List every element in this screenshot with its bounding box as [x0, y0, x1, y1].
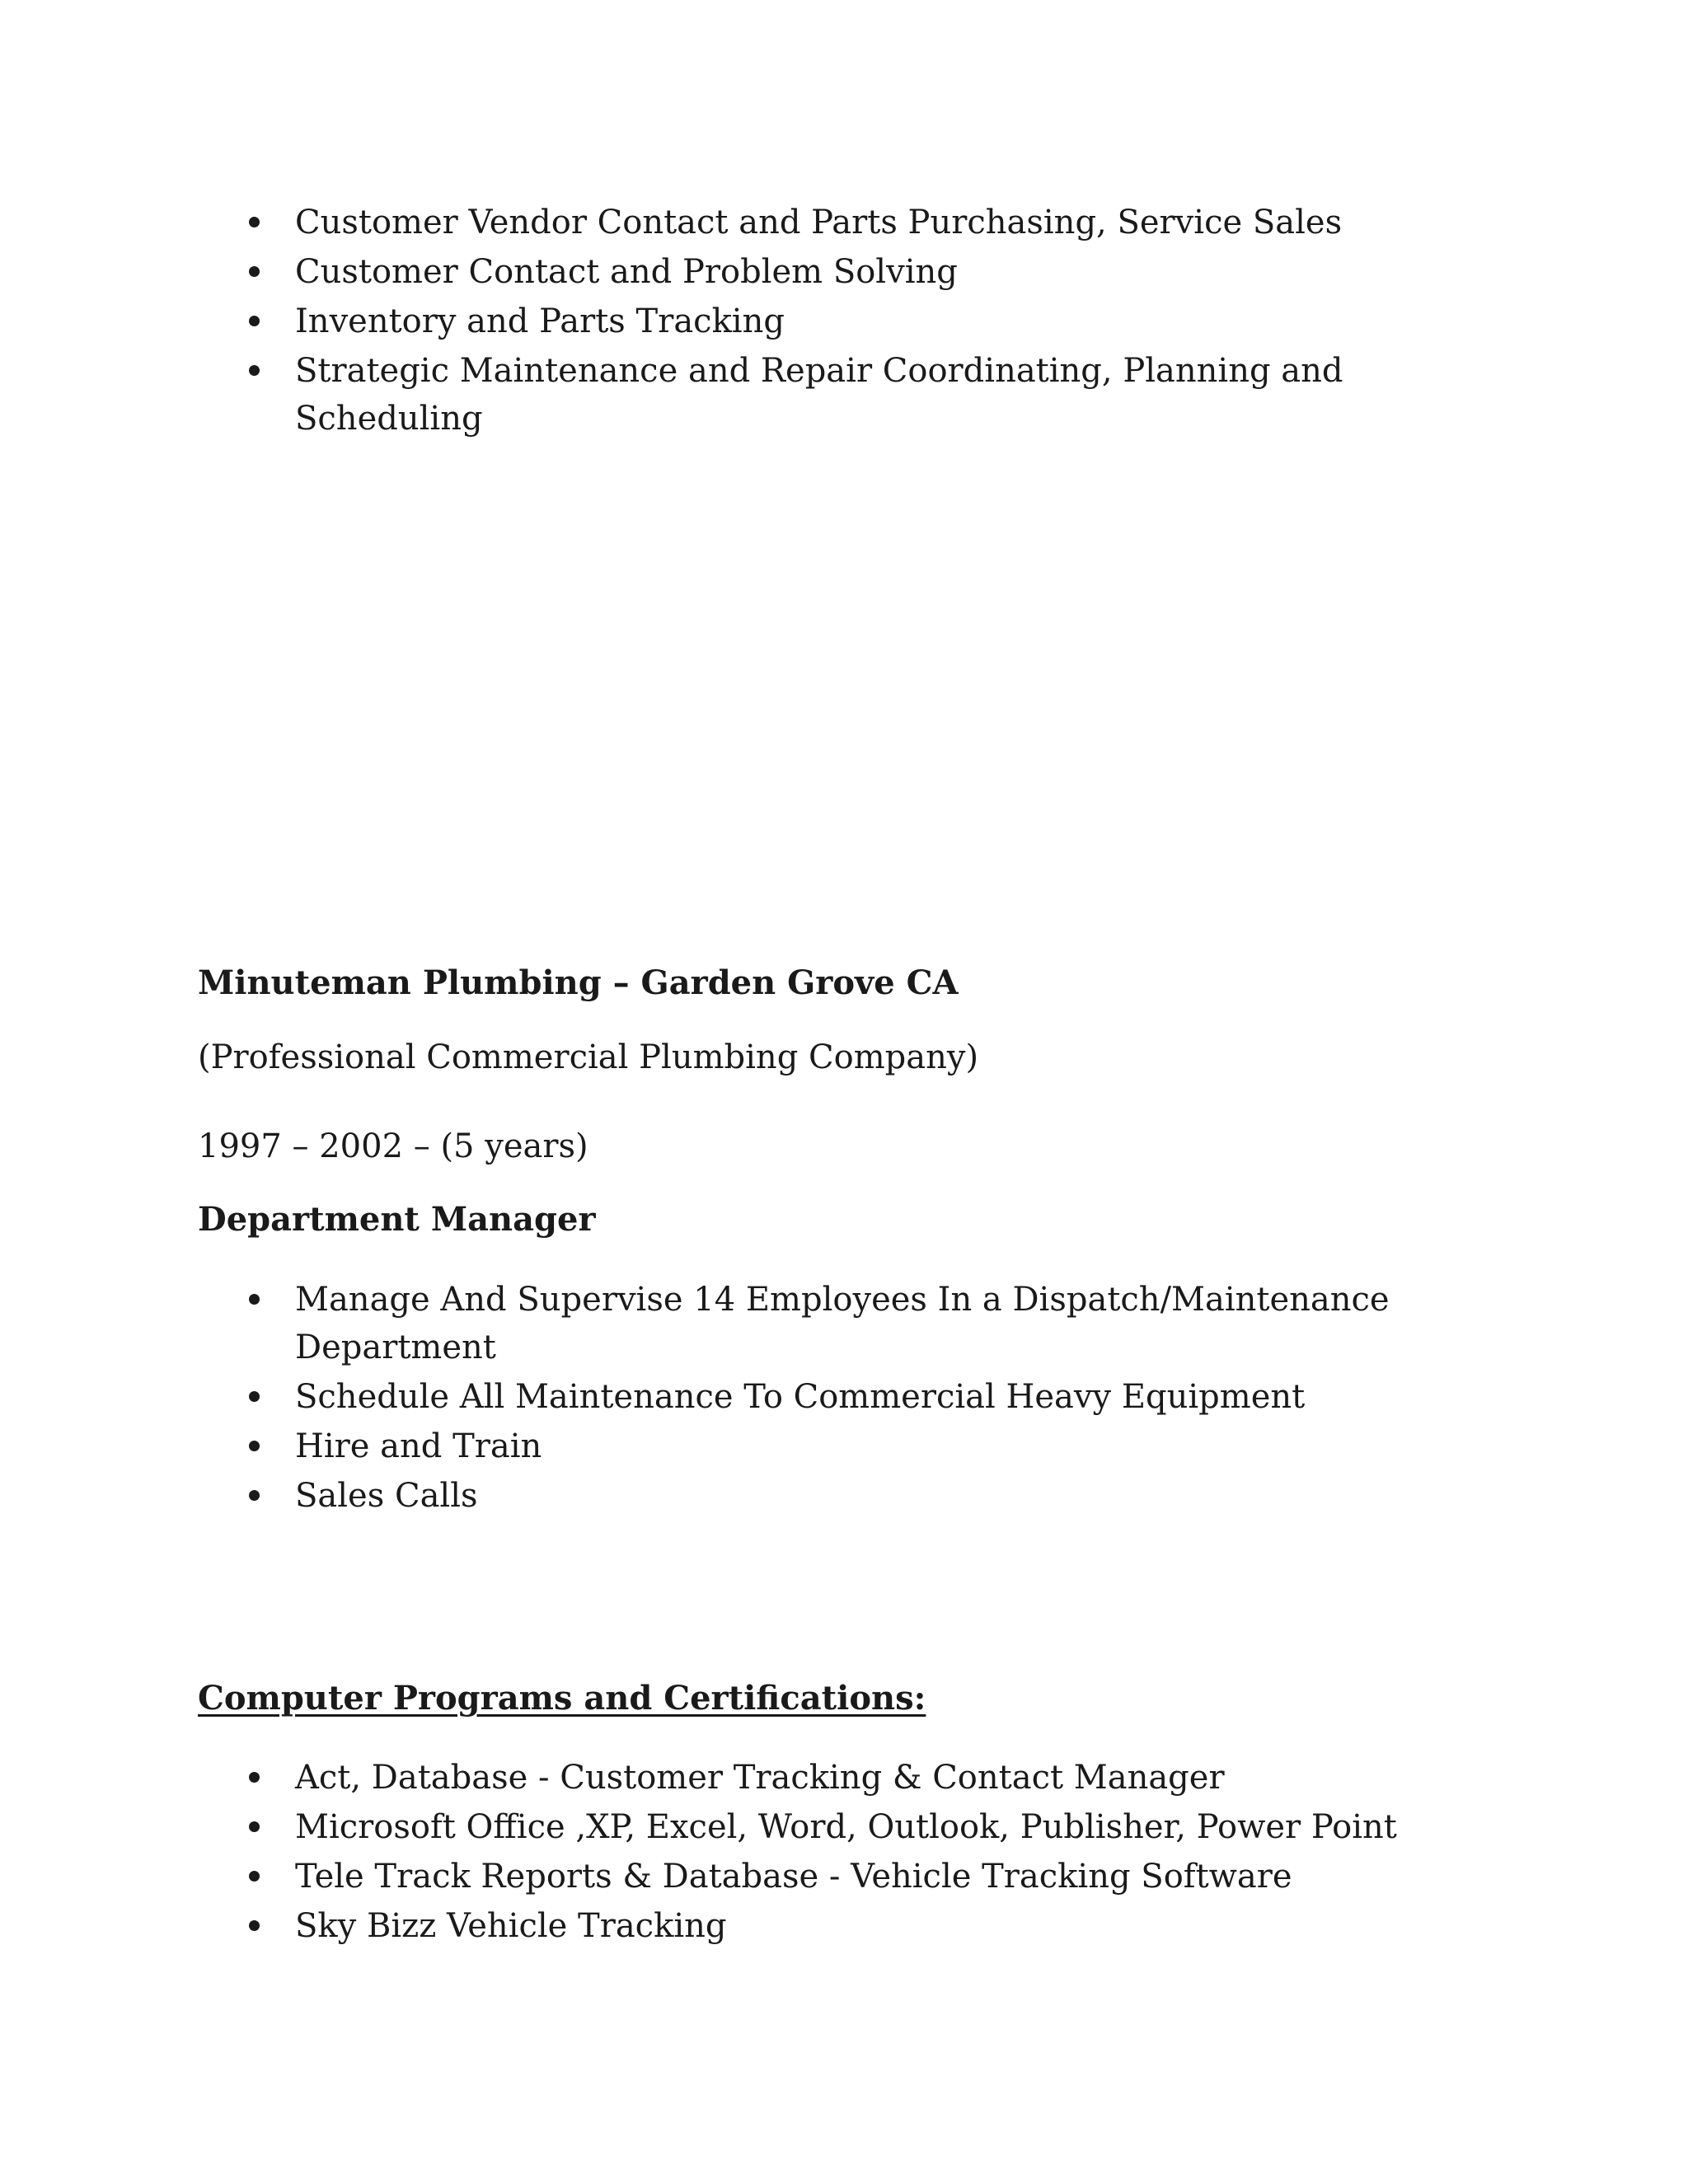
- list-item: [244, 1276, 1439, 1371]
- bullet-icon: [249, 365, 260, 376]
- list-item-text: Inventory and Parts Tracking: [295, 302, 785, 340]
- list-item-text: Microsoft Office ,XP, Excel, Word, Outlook, Publisher, Power Point: [295, 1808, 1397, 1846]
- list-item-text: Act, Database - Customer Tracking & Contact Manager: [295, 1759, 1225, 1797]
- bullet-icon: [249, 1871, 260, 1882]
- bullet-icon: [249, 1441, 260, 1451]
- list-item: [244, 199, 1439, 246]
- list-item: [244, 1422, 1439, 1470]
- list-item-text: Sky Bizz Vehicle Tracking: [295, 1907, 727, 1945]
- company-description: (Professional Commercial Plumbing Company): [198, 1038, 979, 1076]
- list-item: [244, 248, 1439, 296]
- bullet-icon: [249, 1391, 260, 1402]
- company-heading: Minuteman Plumbing – Garden Grove CA: [198, 963, 959, 1002]
- list-item-text: Strategic Maintenance and Repair Coordinating, Planning and Scheduling: [295, 352, 1343, 438]
- list-item-text: Customer Vendor Contact and Parts Purchasing, Service Sales: [295, 204, 1343, 241]
- list-item: [244, 1853, 1439, 1900]
- list-item-text: Customer Contact and Problem Solving: [295, 253, 958, 291]
- list-item: [244, 1472, 1439, 1520]
- bullet-icon: [249, 1772, 260, 1783]
- list-item-text: Tele Track Reports & Database - Vehicle Tracking Software: [295, 1858, 1292, 1896]
- list-item-text: Manage And Supervise 14 Employees In a Dispatch/Maintenance Department: [295, 1281, 1390, 1366]
- job-duties-list: [244, 1276, 1439, 1521]
- bullet-icon: [249, 266, 260, 277]
- bullet-icon: [249, 1294, 260, 1305]
- computer-programs-list: [244, 1754, 1439, 1952]
- bullet-icon: [249, 1490, 260, 1501]
- bullet-icon: [249, 217, 260, 227]
- list-item: [244, 1373, 1439, 1421]
- list-item-text: Hire and Train: [295, 1427, 542, 1465]
- computer-section-heading: Computer Programs and Certifications:: [198, 1679, 926, 1718]
- job-title: Department Manager: [198, 1200, 596, 1239]
- list-item: [244, 1803, 1439, 1851]
- skills-bullet-list: [244, 199, 1439, 444]
- bullet-icon: [249, 1920, 260, 1931]
- list-item-text: Schedule All Maintenance To Commercial Heavy Equipment: [295, 1378, 1306, 1416]
- list-item: [244, 1754, 1439, 1802]
- employment-dates: 1997 – 2002 – (5 years): [198, 1127, 588, 1165]
- list-item-text: Sales Calls: [295, 1477, 478, 1515]
- list-item: [244, 1902, 1439, 1950]
- bullet-icon: [249, 1821, 260, 1832]
- bullet-icon: [249, 316, 260, 326]
- list-item: [244, 298, 1439, 345]
- list-item: [244, 347, 1439, 443]
